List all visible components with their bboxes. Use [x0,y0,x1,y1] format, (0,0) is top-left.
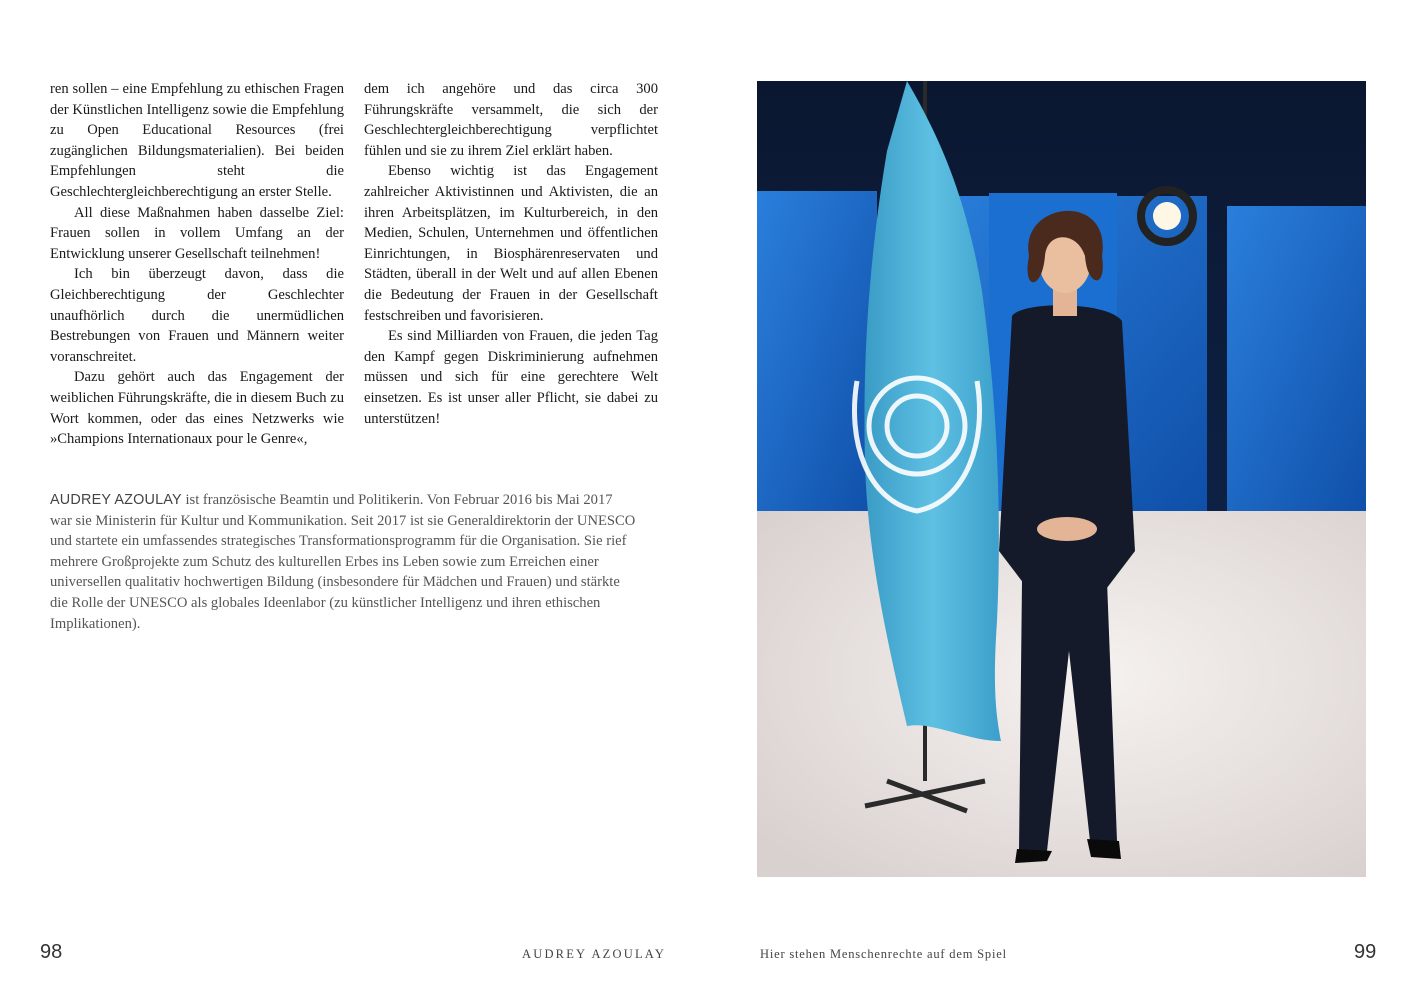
paragraph: Ebenso wichtig ist das Engagement zahlreicher Aktivistinnen und Aktivisten, die an ihren Arbeitsplätzen, im Kulturbereich, in den Medien, Schulen, Unternehmen und öffentlichen Einrichtungen, in Biosphärenreservaten und Städten, überall in der Welt und auf allen Ebenen die Bedeutung der Frauen in der Gesellschaft festschreiben und favorisieren. [364,163,658,324]
author-bio-text: ist französische Beamtin und Politikerin. Von Februar 2016 bis Mai 2017 war sie Ministerin für Kultur und Kommunikation. Seit 2017 ist sie Generaldirektorin der UNESCO und startete ein umfassendes strategisches Transformationsprogramm für die Organisation. Sie rief mehrere Großprojekte zum Schutz des kulturellen Erbes ins Leben sowie zum Erreichen einer universellen qualitativ hochwertigen Bildung (insbesondere für Mädchen und Frauen) und stärkte die Rolle der UNESCO als globales Ideenlabor (zu künstlicher Intelligenz und ihren ethischen Implikationen). [50,492,636,632]
portrait-illustration [757,81,1366,877]
running-head-left: AUDREY AZOULAY [522,947,667,961]
video-screen [1227,206,1366,526]
video-screen [757,191,877,521]
running-head-right: Hier stehen Menschenrechte auf dem Spiel [760,947,1007,961]
shoe [1087,839,1121,859]
paragraph: ren sollen – eine Empfehlung zu ethischen Fragen der Künstlichen Intelligenz sowie die Empfehlung zu Open Educational Resources (frei zugänglichen Bildungsmaterialien). Bei beiden Empfehlungen steht die Geschlechtergleichberechtigung an erster Stelle. [50,81,344,200]
jacket [999,305,1135,601]
paragraph: Es sind Milliarden von Frauen, die jeden Tag den Kampf gegen Diskriminierung aufnehmen müssen und sich für eine gerechtere Welt einsetzen. Es ist unser aller Pflicht, sie dabei zu unterstützen! [364,328,658,427]
page-number-right: 99 [1354,941,1377,963]
text-column-left [50,79,344,450]
shoe [1015,849,1052,863]
page-number-left: 98 [40,941,63,963]
portrait-photo [757,81,1366,877]
author-name: AUDREY AZOULAY [50,492,182,508]
paragraph: Ich bin überzeugt davon, dass die Gleichberechtigung der Geschlechter unaufhörlich durch die unermüdlichen Bestrebungen von Frauen und Männern weiter voranschreitet. [50,266,344,365]
paragraph: All diese Maßnahmen haben dasselbe Ziel: Frauen sollen in vollem Umfang an der Entwicklung unserer Gesellschaft teilnehmen! [50,204,344,262]
author-bio [50,490,636,634]
paragraph: Dazu gehört auch das Engagement der weiblichen Führungskräfte, die in diesem Buch zu Wort kommen, oder das eines Netzwerks wie »Champions Internationaux pour le Genre«, [50,369,344,448]
paragraph: dem ich angehöre und das circa 300 Führungskräfte versammelt, die sich der Geschlechtergleichberechtigung verpflichtet fühlen und sie zu ihrem Ziel erklärt haben. [364,81,658,159]
hands [1037,517,1097,541]
text-column-right [364,79,658,429]
studio-light-icon [1153,202,1181,230]
